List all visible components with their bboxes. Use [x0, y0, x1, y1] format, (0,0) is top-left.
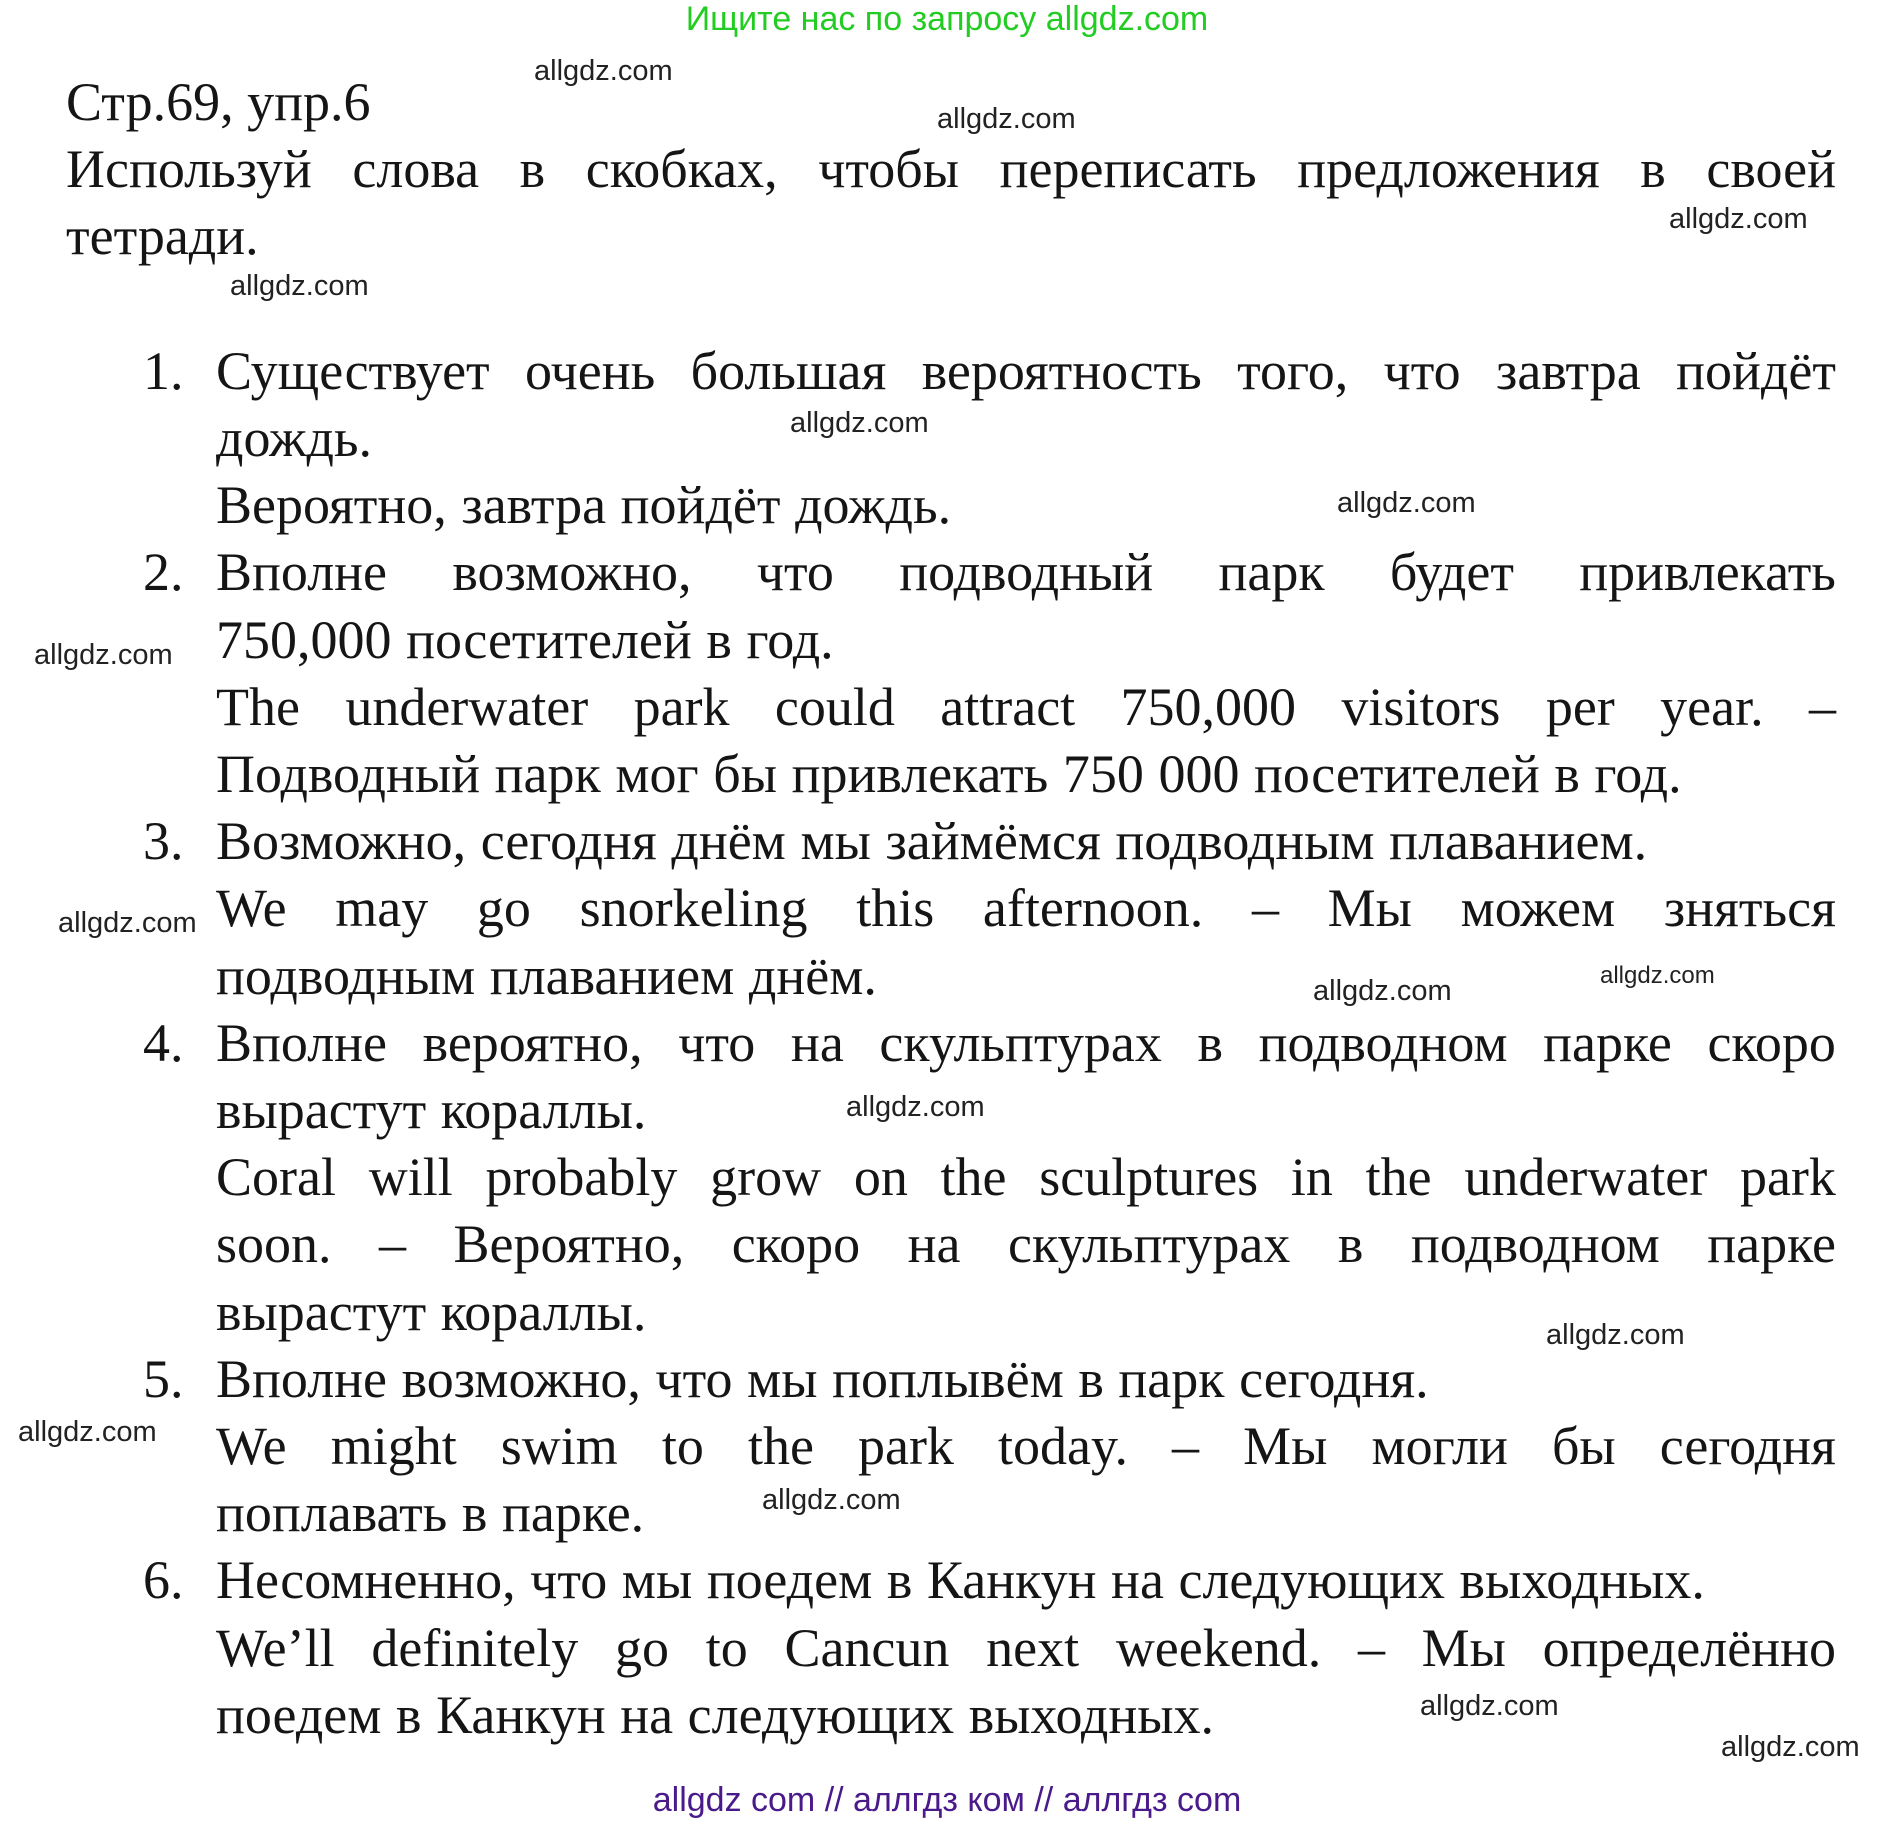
instruction-line: Используй слова в скобках, чтобы переписать предложения в своей [66, 139, 1836, 200]
word: кораллы. [440, 1080, 647, 1141]
word: что [530, 1550, 608, 1611]
word: мы [621, 1550, 693, 1611]
watermark-text: allgdz.com [1669, 203, 1808, 235]
word: зняться [1663, 878, 1836, 939]
page-title: Стр.69, упр.6 [66, 72, 371, 132]
watermark-text: allgdz.com [937, 103, 1076, 135]
word: сегодня [1659, 1416, 1836, 1477]
word: возможно, [452, 542, 692, 603]
word: park [633, 676, 730, 737]
word: бы [713, 744, 777, 805]
watermark-text: allgdz.com [34, 639, 173, 671]
word: мог [615, 744, 699, 805]
item-number: 5. [143, 1348, 184, 1409]
item-line [216, 1547, 1836, 1614]
word: поедем [706, 1550, 873, 1611]
word: snorkeling [579, 878, 808, 939]
word: Вероятно, [453, 1214, 685, 1275]
word: того, [1237, 340, 1349, 401]
item-line [216, 875, 1836, 942]
item-number: 6. [143, 1550, 184, 1611]
word: underwater [345, 676, 589, 737]
word: подводный [899, 542, 1154, 603]
item-line [216, 1480, 1836, 1547]
word: afternoon. [982, 878, 1204, 939]
instruction-line: тетради. [66, 206, 259, 267]
word: дождь. [795, 475, 952, 536]
word: Мы [1327, 878, 1412, 939]
word: park [1739, 1147, 1836, 1208]
item-number: 3. [143, 811, 184, 872]
word: что [655, 1348, 733, 1409]
word: посетителей [406, 609, 692, 670]
item-line [216, 1077, 1836, 1144]
word: скульптурах [879, 1012, 1162, 1073]
item-line [216, 808, 1836, 875]
word: Несомненно, [216, 1550, 516, 1611]
word: Вполне [216, 1348, 388, 1409]
word: Подводный [216, 744, 481, 805]
word: – [1172, 1416, 1200, 1477]
word: очень [525, 340, 656, 401]
word: поплавать [216, 1483, 448, 1544]
word: Coral [216, 1147, 336, 1208]
word: 750,000 [1120, 676, 1297, 737]
word: underwater [1464, 1147, 1708, 1208]
word: следующих [1178, 1550, 1445, 1611]
word: to [705, 1617, 748, 1678]
word: парк [494, 744, 601, 805]
word: кораллы. [440, 1281, 647, 1342]
word: Cancun [784, 1617, 950, 1678]
word: Мы [1243, 1416, 1328, 1477]
word: парке [1707, 1214, 1836, 1275]
item-line [216, 1682, 1836, 1749]
item-number: 4. [143, 1012, 184, 1073]
word: определённо [1542, 1617, 1836, 1678]
watermark-text: allgdz.com [846, 1091, 985, 1123]
word: – [1251, 878, 1279, 939]
word: 000 [1158, 744, 1240, 805]
word: may [335, 878, 429, 939]
word: что [756, 542, 834, 603]
word: – [1357, 1617, 1385, 1678]
item-line [216, 1346, 1836, 1413]
word: завтра [1496, 340, 1641, 401]
list-item [66, 338, 1836, 540]
word: возможно, [401, 1348, 641, 1409]
word: следующих [687, 1684, 955, 1745]
word: днём [671, 811, 786, 872]
word: парке. [501, 1483, 645, 1544]
word: в [1078, 1348, 1104, 1409]
word: could [774, 676, 895, 737]
word: в [1337, 1214, 1364, 1275]
word: Вполне [216, 542, 388, 603]
word: in [1290, 1147, 1333, 1208]
word: подводном [1258, 1012, 1508, 1073]
item-line [216, 472, 1836, 539]
watermark-text: allgdz.com [1600, 962, 1715, 989]
word: – [378, 1214, 406, 1275]
word: park [857, 1416, 954, 1477]
word: мы [747, 1348, 818, 1409]
word: посетителей [1254, 744, 1540, 805]
item-line [216, 607, 1836, 674]
item-line [216, 674, 1836, 741]
word: this [856, 878, 935, 939]
word: выходных. [1459, 1550, 1705, 1611]
word: завтра [461, 475, 607, 536]
watermark-text: allgdz.com [230, 270, 369, 302]
word: скоро [1707, 1012, 1836, 1073]
item-line [216, 943, 1836, 1010]
word: вырастут [216, 1281, 427, 1342]
word: – [1808, 676, 1836, 737]
word: probably [485, 1147, 678, 1208]
word: definitely [371, 1617, 579, 1678]
word: visitors [1341, 676, 1501, 737]
footer-banner: allgdz com // аллгдз ком // аллгдз com [652, 1781, 1242, 1819]
watermark-text: allgdz.com [790, 407, 929, 439]
word: бы [1551, 1416, 1616, 1477]
word: парке [1543, 1012, 1672, 1073]
word: вероятно, [422, 1012, 643, 1073]
list-item [66, 539, 1836, 808]
word: плаванием. [1389, 811, 1648, 872]
word: в [461, 1483, 488, 1544]
word: поплывём [832, 1348, 1064, 1409]
watermark-text: allgdz.com [1721, 1731, 1860, 1763]
word: парк [1118, 1348, 1225, 1409]
word: поедем [216, 1684, 382, 1745]
word: в [886, 1550, 913, 1611]
word: будет [1389, 542, 1514, 603]
word: We [216, 878, 287, 939]
item-line [216, 1010, 1836, 1077]
word: на [907, 1214, 961, 1275]
word: подводном [1410, 1214, 1660, 1275]
item-line [216, 741, 1836, 808]
word: Вероятно, [216, 475, 447, 536]
item-number: 1. [143, 340, 184, 401]
word: что [678, 1012, 756, 1073]
word: мы [800, 811, 871, 872]
word: пойдёт [1676, 340, 1836, 401]
word: sculptures [1039, 1147, 1259, 1208]
word: Существует [216, 340, 490, 401]
word: might [330, 1416, 457, 1477]
word: We’ll [216, 1617, 335, 1678]
word: сегодня. [1239, 1348, 1429, 1409]
word: the [1365, 1147, 1432, 1208]
word: We [216, 1416, 287, 1477]
word: подводным [216, 945, 476, 1006]
word: will [368, 1147, 453, 1208]
watermark-text: allgdz.com [58, 907, 197, 939]
word: Канкун [926, 1550, 1097, 1611]
word: займёмся [885, 811, 1101, 872]
word: today. [998, 1416, 1128, 1477]
word: Возможно, [216, 811, 467, 872]
item-line [216, 405, 1836, 472]
word: скоро [731, 1214, 861, 1275]
list-item [66, 1547, 1836, 1749]
item-line [216, 1211, 1836, 1278]
word: большая [690, 340, 887, 401]
word: сегодня [480, 811, 657, 872]
word: next [986, 1617, 1080, 1678]
word: скульптурах [1008, 1214, 1291, 1275]
word: что [1383, 340, 1461, 401]
item-number: 2. [143, 542, 184, 603]
item-line [216, 539, 1836, 606]
word: swim [500, 1416, 618, 1477]
word: можем [1460, 878, 1616, 939]
item-line [216, 338, 1836, 405]
watermark-text: allgdz.com [1313, 975, 1452, 1007]
word: grow [710, 1147, 822, 1208]
watermark-text: allgdz.com [1420, 1690, 1559, 1722]
list-item [66, 1010, 1836, 1346]
document-body [66, 69, 1836, 1749]
watermark-text: allgdz.com [762, 1484, 901, 1516]
word: на [620, 1684, 674, 1745]
word: на [790, 1012, 844, 1073]
word: to [661, 1416, 704, 1477]
watermark-text: allgdz.com [1337, 487, 1476, 519]
word: плаванием [489, 945, 735, 1006]
answer-list [66, 338, 1836, 1749]
word: выходных. [968, 1684, 1215, 1745]
word: go [614, 1617, 669, 1678]
watermark-text: allgdz.com [534, 55, 673, 87]
word: парк [1218, 542, 1325, 603]
word: дождь. [216, 408, 373, 468]
item-line [216, 1615, 1836, 1682]
word: attract [940, 676, 1076, 737]
word: weekend. [1115, 1617, 1322, 1678]
item-line [216, 1144, 1836, 1211]
word: Вполне [216, 1012, 388, 1073]
word: в [1554, 744, 1580, 805]
word: The [216, 676, 300, 737]
list-item [66, 808, 1836, 1010]
item-line [216, 1413, 1836, 1480]
word: per [1545, 676, 1615, 737]
word: днём. [748, 945, 877, 1006]
word: год. [1594, 744, 1682, 805]
word: в [1197, 1012, 1223, 1073]
watermark-text: allgdz.com [18, 1416, 157, 1448]
word: 750,000 [216, 609, 392, 670]
word: пойдёт [620, 475, 781, 536]
word: soon. [216, 1214, 332, 1275]
word: go [476, 878, 531, 939]
word: привлекать [791, 744, 1049, 805]
word: могли [1371, 1416, 1508, 1477]
word: 750 [1062, 744, 1144, 805]
word: вероятность [921, 340, 1202, 401]
word: Мы [1421, 1617, 1506, 1678]
word: the [940, 1147, 1007, 1208]
word: год. [746, 609, 834, 670]
word: year. [1660, 676, 1764, 737]
word: в [706, 609, 732, 670]
word: привлекать [1579, 542, 1836, 603]
list-item [66, 1346, 1836, 1548]
word: on [853, 1147, 908, 1208]
watermark-text: allgdz.com [1546, 1319, 1685, 1351]
word: Канкун [436, 1684, 606, 1745]
word: вырастут [216, 1080, 427, 1141]
word: в [396, 1684, 422, 1745]
header-banner: Ищите нас по запросу allgdz.com [685, 0, 1209, 38]
word: на [1111, 1550, 1164, 1611]
word: the [747, 1416, 814, 1477]
word: подводным [1115, 811, 1375, 872]
